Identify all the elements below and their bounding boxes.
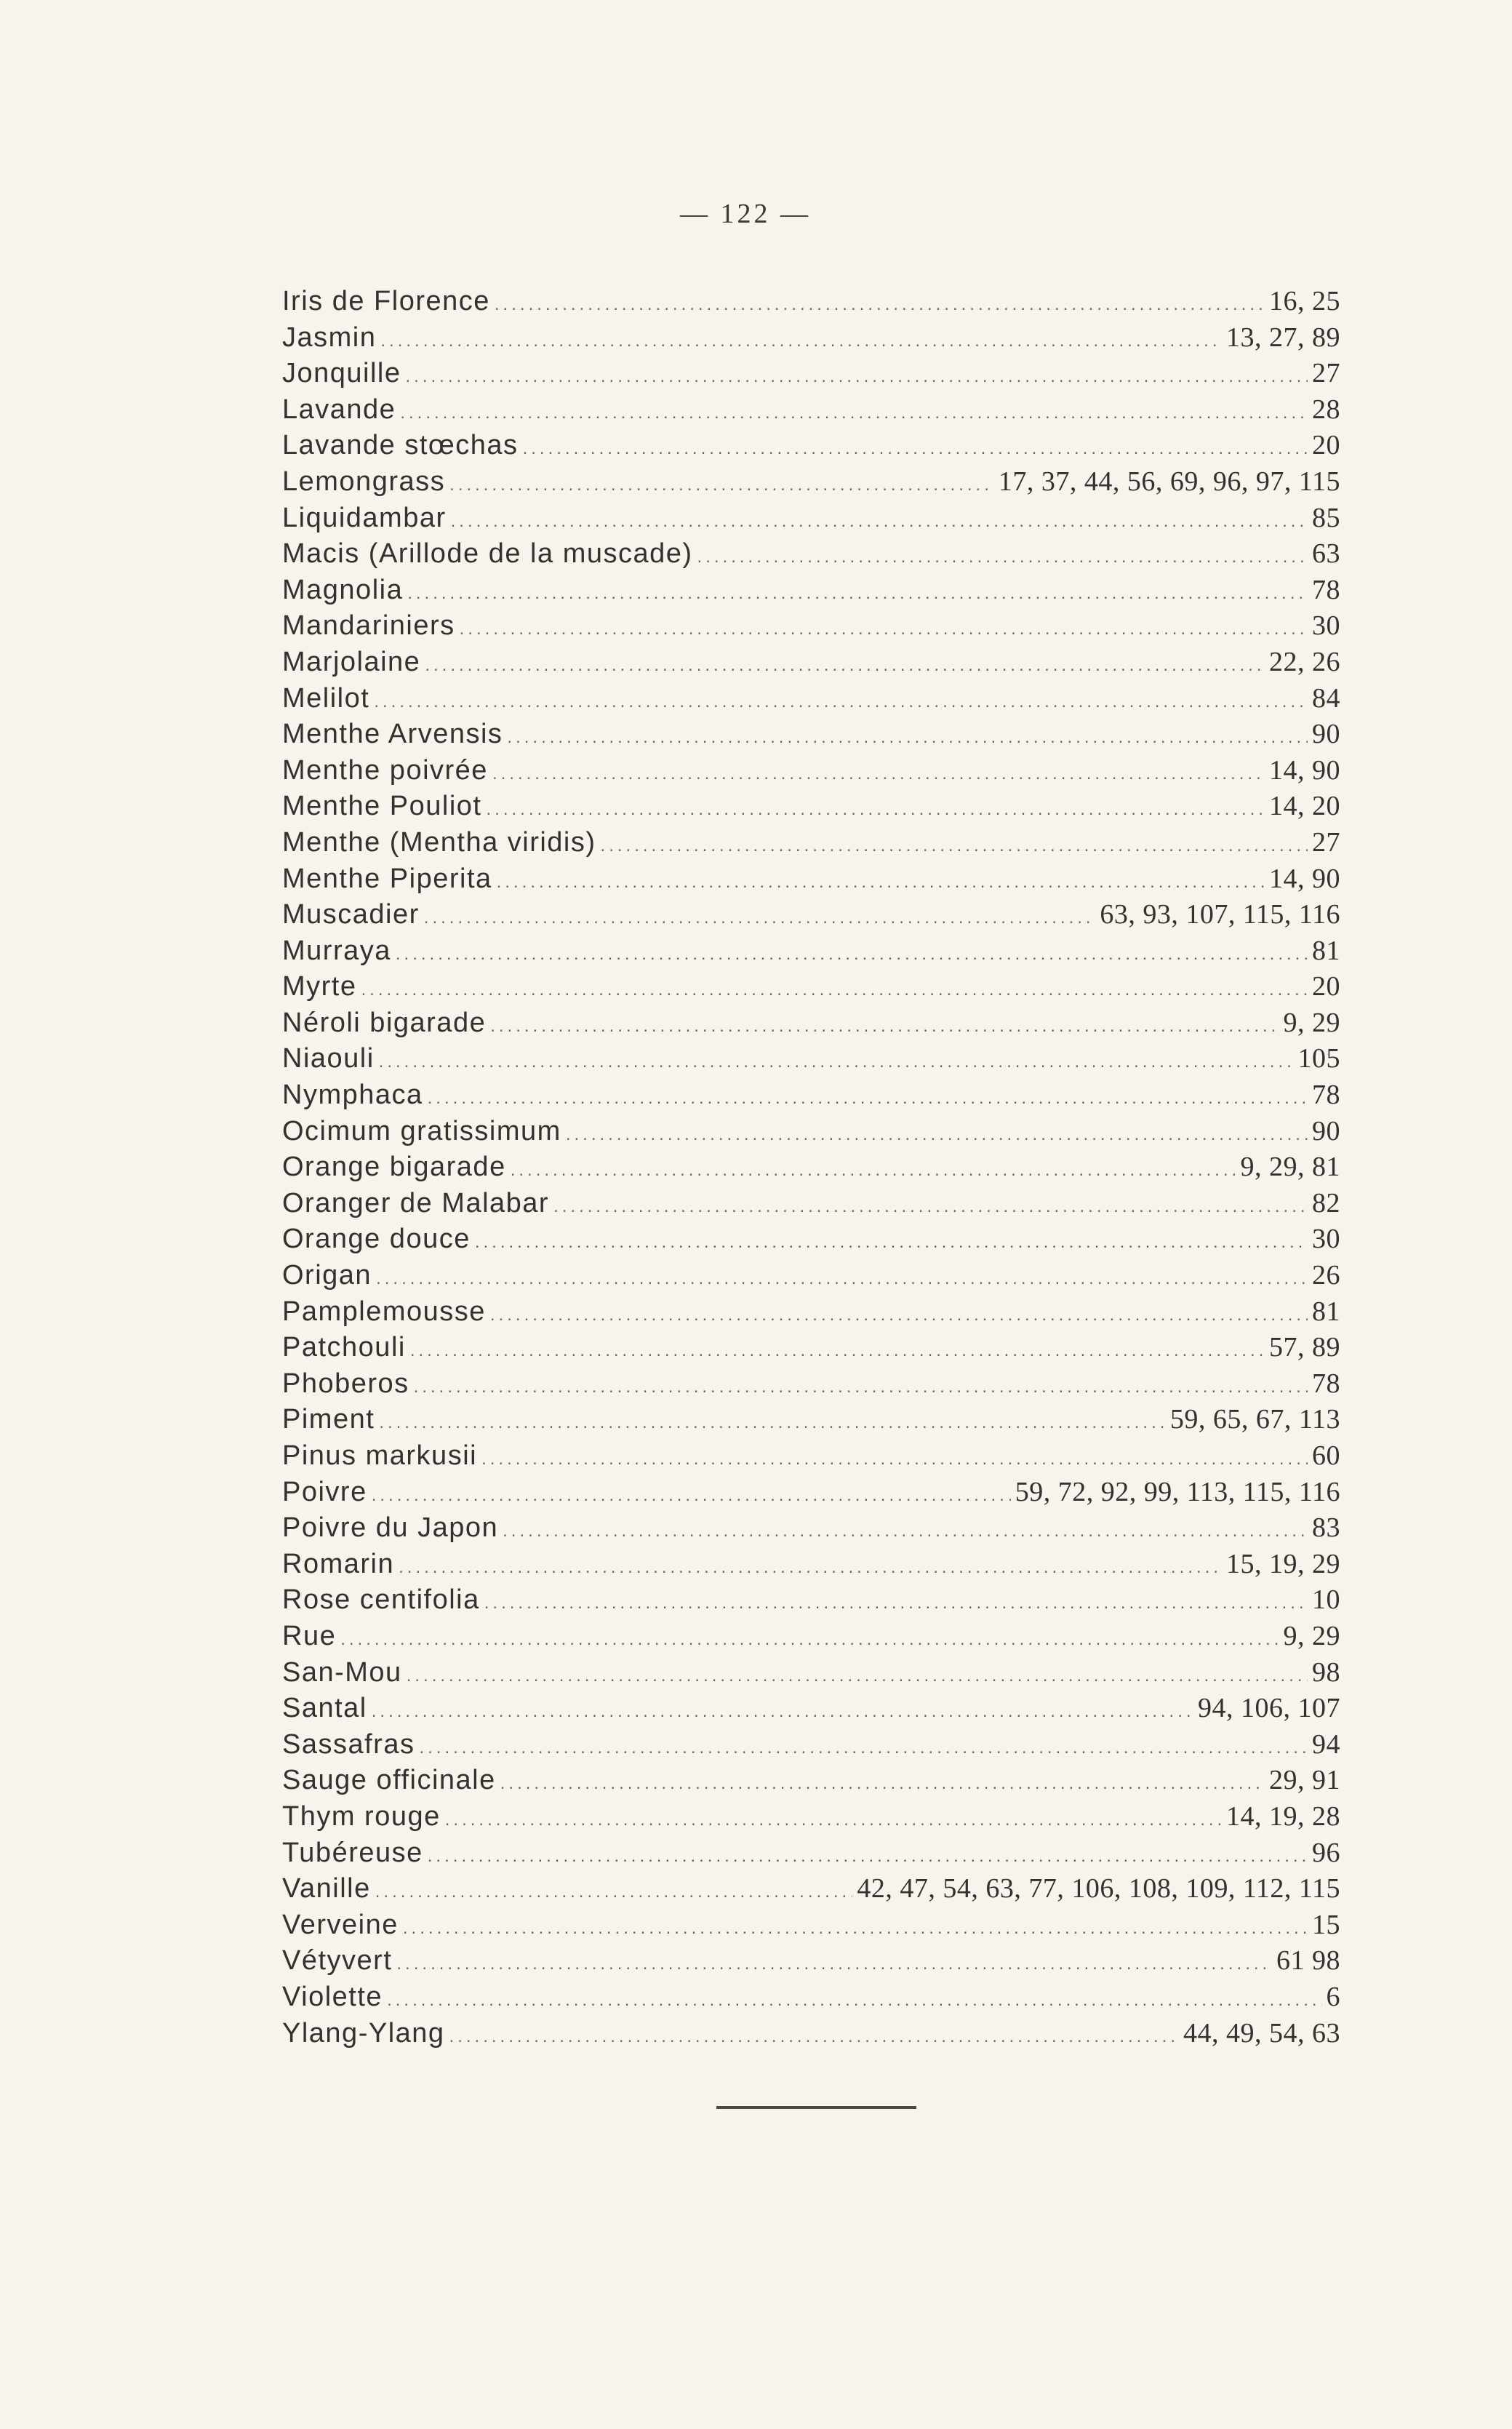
entry-pages: 9, 29 xyxy=(1283,1007,1340,1038)
end-rule xyxy=(716,2106,916,2109)
dot-leader xyxy=(428,1080,1308,1117)
entry-term: Jonquille xyxy=(282,358,401,389)
index-entry xyxy=(282,1871,1340,1907)
index-entry xyxy=(282,1943,1340,1979)
entry-term: Menthe Pouliot xyxy=(282,791,482,822)
entry-pages: 63 xyxy=(1312,538,1340,570)
index-entry xyxy=(282,1077,1340,1114)
entry-pages: 29, 91 xyxy=(1269,1765,1340,1796)
entry-pages: 94 xyxy=(1312,1728,1340,1760)
index-entry xyxy=(282,1475,1340,1511)
dot-leader xyxy=(340,1622,1279,1658)
entry-pages: 63, 93, 107, 115, 116 xyxy=(1100,899,1340,930)
index-entry xyxy=(282,861,1340,898)
entry-term: Jasmin xyxy=(282,322,377,353)
index-entry xyxy=(282,1438,1340,1475)
entry-pages: 13, 27, 89 xyxy=(1226,322,1340,353)
entry-term: Sassafras xyxy=(282,1728,415,1760)
index-entry xyxy=(282,1258,1340,1294)
dot-leader xyxy=(379,1405,1166,1441)
entry-pages: 96 xyxy=(1312,1837,1340,1868)
entry-pages: 6 xyxy=(1326,1981,1340,2012)
entry-pages: 14, 20 xyxy=(1269,791,1340,822)
dot-leader xyxy=(396,1946,1272,1982)
entry-pages: 42, 47, 54, 63, 77, 106, 108, 109, 112, 115 xyxy=(857,1873,1340,1904)
dot-leader xyxy=(601,828,1308,864)
index-entry xyxy=(282,356,1340,392)
entry-term: Vanille xyxy=(282,1873,371,1904)
dot-leader xyxy=(406,359,1308,395)
index-entry xyxy=(282,1655,1340,1691)
entry-term: Santal xyxy=(282,1693,367,1724)
entry-term: Tubéreuse xyxy=(282,1837,423,1868)
index-entry xyxy=(282,1763,1340,1799)
dot-leader xyxy=(566,1117,1308,1153)
entry-term: Poivre du Japon xyxy=(282,1512,499,1544)
index-entry xyxy=(282,1979,1340,2016)
index-entry xyxy=(282,2016,1340,2052)
index-entry xyxy=(282,897,1340,933)
page-number: — 122 — xyxy=(680,199,811,229)
dot-leader xyxy=(419,1730,1308,1766)
entry-pages: 20 xyxy=(1312,971,1340,1002)
index-entry xyxy=(282,1005,1340,1042)
entry-term: Muscadier xyxy=(282,899,420,930)
index-entry xyxy=(282,1366,1340,1403)
entry-pages: 59, 65, 67, 113 xyxy=(1169,1404,1340,1435)
index-entry xyxy=(282,1330,1340,1366)
dot-leader xyxy=(511,1152,1236,1189)
entry-term: Patchouli xyxy=(282,1332,406,1363)
index-entry xyxy=(282,1402,1340,1438)
entry-pages: 90 xyxy=(1312,1115,1340,1146)
entry-pages: 22, 26 xyxy=(1269,646,1340,677)
index-entry xyxy=(282,1186,1340,1222)
index-entry xyxy=(282,428,1340,464)
entry-pages: 84 xyxy=(1312,682,1340,714)
entry-term: Magnolia xyxy=(282,574,404,605)
index-entry xyxy=(282,1149,1340,1186)
index-entry xyxy=(282,1907,1340,1944)
dot-leader xyxy=(376,1261,1308,1297)
index-entry xyxy=(282,608,1340,645)
index-entry xyxy=(282,933,1340,970)
entry-term: Marjolaine xyxy=(282,646,421,677)
index-list xyxy=(282,284,1340,2051)
entry-pages: 20 xyxy=(1312,430,1340,461)
dot-leader xyxy=(399,1549,1222,1586)
dot-leader xyxy=(414,1369,1308,1405)
dot-leader xyxy=(410,1333,1265,1369)
dot-leader xyxy=(475,1224,1308,1261)
dot-leader xyxy=(449,2019,1179,2055)
entry-pages: 44, 49, 54, 63 xyxy=(1183,2017,1340,2049)
entry-pages: 15 xyxy=(1312,1909,1340,1940)
dot-leader xyxy=(374,684,1308,720)
dot-leader xyxy=(372,1694,1193,1730)
entry-term: Phoberos xyxy=(282,1368,409,1399)
entry-pages: 10 xyxy=(1312,1584,1340,1616)
index-entry xyxy=(282,392,1340,428)
index-entry xyxy=(282,1114,1340,1150)
index-entry xyxy=(282,1510,1340,1547)
entry-term: Menthe poivrée xyxy=(282,754,488,786)
index-entry xyxy=(282,500,1340,537)
entry-pages: 27 xyxy=(1312,358,1340,389)
entry-term: Murraya xyxy=(282,935,391,966)
dot-leader xyxy=(484,1585,1308,1622)
dot-leader xyxy=(481,1441,1308,1477)
entry-pages: 14, 90 xyxy=(1269,754,1340,786)
entry-term: Pamplemousse xyxy=(282,1296,486,1327)
entry-term: Oranger de Malabar xyxy=(282,1187,550,1219)
dot-leader xyxy=(507,719,1308,756)
dot-leader xyxy=(449,467,994,503)
entry-term: Iris de Florence xyxy=(282,286,490,316)
dot-leader xyxy=(503,1513,1308,1549)
entry-term: Pinus markusii xyxy=(282,1440,478,1471)
index-entry xyxy=(282,1691,1340,1727)
dot-leader xyxy=(407,1658,1308,1694)
dot-leader xyxy=(372,1477,1011,1514)
entry-term: Melilot xyxy=(282,682,370,714)
entry-term: Orange bigarade xyxy=(282,1152,506,1183)
index-entry xyxy=(282,645,1340,681)
entry-pages: 98 xyxy=(1312,1656,1340,1688)
entry-term: Liquidambar xyxy=(282,502,447,533)
entry-term: Orange douce xyxy=(282,1224,471,1255)
entry-term: Nymphaca xyxy=(282,1080,423,1111)
entry-pages: 61 98 xyxy=(1276,1945,1340,1977)
entry-term: Menthe (Mentha viridis) xyxy=(282,826,596,858)
entry-pages: 14, 90 xyxy=(1269,863,1340,894)
entry-pages: 78 xyxy=(1312,1368,1340,1399)
index-entry xyxy=(282,717,1340,753)
dot-leader xyxy=(490,1297,1308,1333)
dot-leader xyxy=(490,1008,1279,1045)
dot-leader xyxy=(487,791,1265,828)
entry-pages: 9, 29, 81 xyxy=(1240,1152,1340,1183)
entry-pages: 14, 19, 28 xyxy=(1226,1800,1340,1832)
entry-term: Lemongrass xyxy=(282,466,446,497)
entry-pages: 105 xyxy=(1297,1043,1340,1074)
dot-leader xyxy=(375,1874,853,1910)
entry-term: Thym rouge xyxy=(282,1800,441,1832)
dot-leader xyxy=(380,323,1222,359)
index-entry xyxy=(282,1619,1340,1655)
entry-pages: 26 xyxy=(1312,1260,1340,1291)
entry-term: Rue xyxy=(282,1620,337,1651)
index-entry xyxy=(282,1547,1340,1583)
entry-pages: 82 xyxy=(1312,1187,1340,1219)
index-entry xyxy=(282,753,1340,789)
dot-leader xyxy=(523,431,1308,467)
index-entry xyxy=(282,1582,1340,1619)
dot-leader xyxy=(396,936,1308,973)
entry-term: San-Mou xyxy=(282,1656,402,1688)
entry-pages: 60 xyxy=(1312,1440,1340,1471)
entry-term: Ocimum gratissimum xyxy=(282,1115,561,1146)
dot-leader xyxy=(403,1910,1308,1947)
entry-term: Origan xyxy=(282,1260,372,1291)
dot-leader xyxy=(451,503,1308,540)
entry-term: Myrte xyxy=(282,971,357,1002)
dot-leader xyxy=(495,287,1265,323)
entry-pages: 59, 72, 92, 99, 113, 115, 116 xyxy=(1015,1476,1340,1507)
entry-term: Menthe Arvensis xyxy=(282,719,503,750)
entry-pages: 16, 25 xyxy=(1269,286,1340,316)
dot-leader xyxy=(400,395,1308,431)
dot-leader xyxy=(445,1802,1222,1838)
entry-pages: 78 xyxy=(1312,1080,1340,1111)
entry-term: Menthe Piperita xyxy=(282,863,492,894)
index-entry xyxy=(282,1799,1340,1835)
dot-leader xyxy=(361,972,1308,1008)
entry-pages: 81 xyxy=(1312,935,1340,966)
entry-pages: 17, 37, 44, 56, 69, 96, 97, 115 xyxy=(998,466,1340,497)
dot-leader xyxy=(553,1189,1308,1225)
entry-term: Poivre xyxy=(282,1476,367,1507)
dot-leader xyxy=(460,611,1308,647)
index-entry xyxy=(282,284,1340,320)
index-entry xyxy=(282,825,1340,861)
entry-pages: 30 xyxy=(1312,1224,1340,1255)
dot-leader xyxy=(500,1766,1265,1802)
index-entry xyxy=(282,1221,1340,1258)
index-entry xyxy=(282,1041,1340,1077)
index-entry xyxy=(282,789,1340,825)
entry-term: Verveine xyxy=(282,1909,399,1940)
entry-term: Vétyvert xyxy=(282,1945,393,1977)
entry-pages: 83 xyxy=(1312,1512,1340,1544)
dot-leader xyxy=(697,539,1308,575)
entry-pages: 27 xyxy=(1312,826,1340,858)
index-entry xyxy=(282,1835,1340,1872)
entry-pages: 90 xyxy=(1312,719,1340,750)
index-entry xyxy=(282,969,1340,1005)
entry-term: Lavande xyxy=(282,394,396,425)
entry-pages: 94, 106, 107 xyxy=(1198,1693,1340,1724)
entry-term: Mandariniers xyxy=(282,610,455,642)
entry-pages: 30 xyxy=(1312,610,1340,642)
dot-leader xyxy=(428,1838,1308,1875)
dot-leader xyxy=(492,756,1265,792)
index-entry xyxy=(282,464,1340,500)
index-entry xyxy=(282,681,1340,717)
entry-pages: 57, 89 xyxy=(1269,1332,1340,1363)
dot-leader xyxy=(387,1982,1321,2019)
entry-term: Sauge officinale xyxy=(282,1765,496,1796)
dot-leader xyxy=(424,900,1096,936)
entry-pages: 81 xyxy=(1312,1296,1340,1327)
entry-term: Lavande stœchas xyxy=(282,430,519,461)
index-entry xyxy=(282,1727,1340,1763)
entry-term: Néroli bigarade xyxy=(282,1007,487,1038)
dot-leader xyxy=(425,647,1265,684)
entry-term: Rose centifolia xyxy=(282,1584,480,1616)
entry-pages: 9, 29 xyxy=(1283,1620,1340,1651)
entry-pages: 28 xyxy=(1312,394,1340,425)
index-entry xyxy=(282,536,1340,573)
index-entry xyxy=(282,573,1340,609)
entry-pages: 15, 19, 29 xyxy=(1226,1548,1340,1579)
entry-term: Violette xyxy=(282,1981,383,2012)
index-entry xyxy=(282,320,1340,356)
entry-term: Macis (Arillode de la muscade) xyxy=(282,538,693,570)
dot-leader xyxy=(497,864,1265,901)
entry-pages: 85 xyxy=(1312,502,1340,533)
dot-leader xyxy=(407,575,1308,612)
entry-term: Romarin xyxy=(282,1548,395,1579)
entry-term: Ylang-Ylang xyxy=(282,2017,445,2049)
index-entry xyxy=(282,1294,1340,1331)
entry-pages: 78 xyxy=(1312,574,1340,605)
dot-leader xyxy=(379,1044,1294,1080)
entry-term: Niaouli xyxy=(282,1043,375,1074)
entry-term: Piment xyxy=(282,1404,375,1435)
